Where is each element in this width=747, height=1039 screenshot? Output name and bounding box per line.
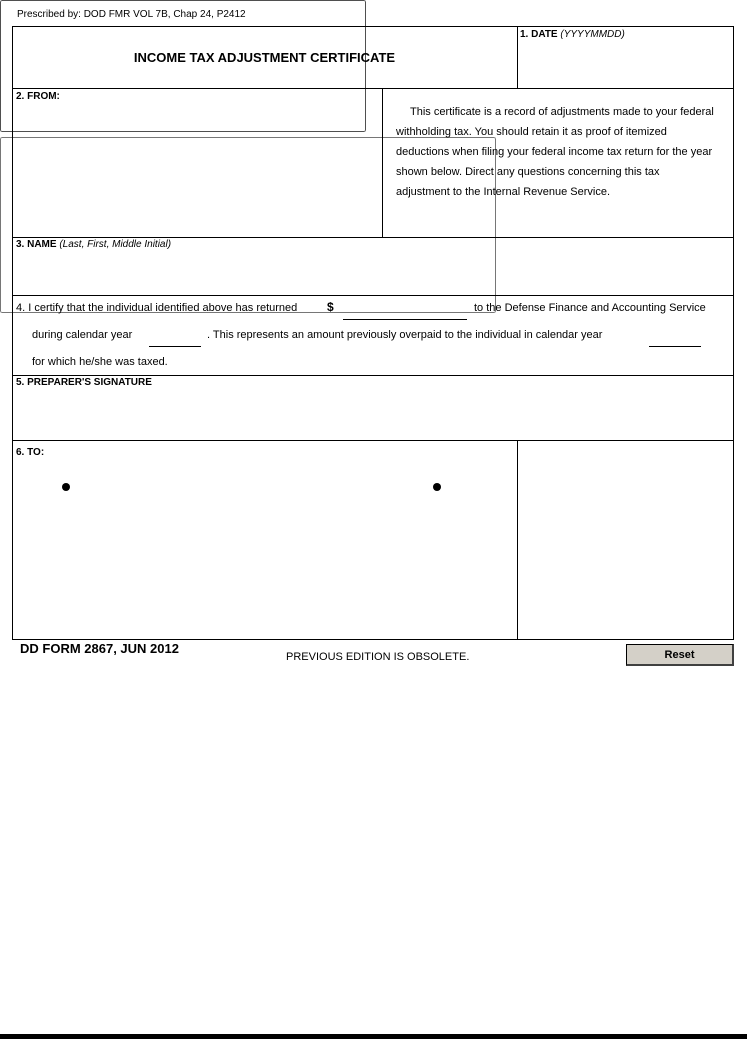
certify-text-1: 4. I certify that the individual identified above has returned bbox=[16, 302, 298, 314]
form-number: DD FORM 2867, JUN 2012 bbox=[20, 641, 179, 656]
from-label: 2. FROM: bbox=[16, 91, 60, 102]
name-label: 3. NAME (Last, First, Middle Initial) bbox=[16, 239, 172, 250]
bottom-bar bbox=[0, 1034, 747, 1039]
address-window-mark-left bbox=[62, 483, 70, 491]
date-hint: (YYYYMMDD) bbox=[560, 29, 625, 40]
signature-label: 5. PREPARER'S SIGNATURE bbox=[16, 377, 152, 388]
certify-text-5: for which he/she was taxed. bbox=[32, 356, 168, 368]
info-text: This certificate is a record of adjustments made to your federal withholding tax. You should retain it as proof of itemized deductions when filing your federal income tax return for the year shown below. Direct any questions concerning this tax adjustment to the Internal Revenue Service. bbox=[396, 106, 714, 198]
amount-underline bbox=[343, 319, 467, 320]
name-input[interactable] bbox=[16, 258, 732, 292]
certify-text-2: to the Defense Finance and Accounting Service bbox=[474, 302, 706, 314]
certify-text-4: . This represents an amount previously overpaid to the individual in calendar year bbox=[207, 329, 603, 341]
obsolete-notice: PREVIOUS EDITION IS OBSOLETE. bbox=[286, 651, 470, 663]
currency-symbol: $ bbox=[327, 300, 334, 314]
amount-input[interactable] bbox=[344, 302, 470, 320]
certify-text-3: during calendar year bbox=[32, 329, 133, 341]
divider-name bbox=[12, 295, 734, 296]
reset-button[interactable]: Reset bbox=[626, 644, 734, 666]
calendar-year-underline bbox=[149, 346, 201, 347]
to-label: 6. TO: bbox=[16, 447, 45, 458]
date-label: 1. DATE (YYYYMMDD) bbox=[520, 29, 625, 40]
name-hint: (Last, First, Middle Initial) bbox=[59, 239, 172, 250]
divider-to-col bbox=[517, 440, 518, 640]
calendar-year-input[interactable] bbox=[150, 329, 204, 347]
divider-signature bbox=[12, 440, 734, 441]
overpaid-year-underline bbox=[649, 346, 701, 347]
signature-input[interactable] bbox=[16, 394, 732, 436]
date-input[interactable] bbox=[520, 50, 732, 84]
divider-header bbox=[12, 88, 734, 89]
divider-date-col bbox=[517, 26, 518, 88]
divider-certify bbox=[12, 375, 734, 376]
divider-from bbox=[12, 237, 734, 238]
form-title: INCOME TAX ADJUSTMENT CERTIFICATE bbox=[133, 50, 396, 65]
divider-from-col bbox=[382, 88, 383, 237]
prescribed-by: Prescribed by: DOD FMR VOL 7B, Chap 24, P2412 bbox=[17, 9, 246, 20]
address-window-mark-right bbox=[433, 483, 441, 491]
overpaid-year-input[interactable] bbox=[650, 329, 704, 347]
